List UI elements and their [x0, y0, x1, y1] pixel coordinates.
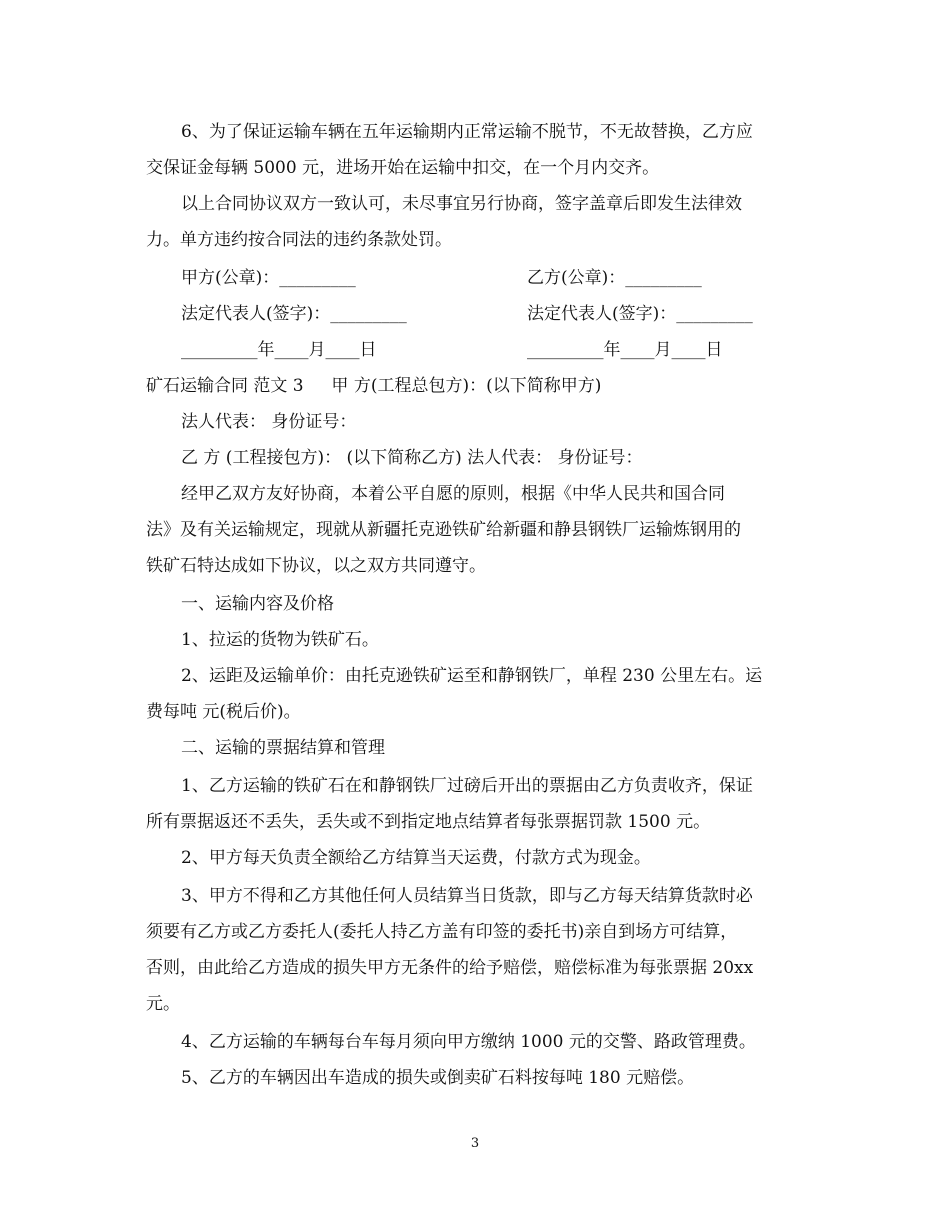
party-b-legal-rep: 法定代表人(签字)：_________ [527, 304, 753, 324]
closing-statement-line-1: 以上合同协议双方一致认可，未尽事宜另行协商，签字盖章后即发生法律效 [181, 194, 742, 214]
preamble-line-1: 经甲乙双方友好协商，本着公平自愿的原则，根据《中华人民共和国合同 [181, 484, 725, 504]
clause-6-line-1: 6、为了保证运输车辆在五年运输期内正常运输不脱节，不无故替换，乙方应 [181, 122, 753, 142]
legal-rep-line: 法人代表： 身份证号： [181, 412, 357, 432]
page-number: 3 [470, 1136, 480, 1151]
section-1-item-1: 1、拉运的货物为铁矿石。 [181, 630, 379, 650]
section-2-item-3-line-3: 否则，由此给乙方造成的损失甲方无条件的给予赔偿，赔偿标准为每张票据 20xx [146, 958, 754, 978]
party-b-date: _________年____月____日 [527, 340, 723, 360]
section-2-item-4: 4、乙方运输的车辆每台车每月须向甲方缴纳 1000 元的交警、路政管理费。 [181, 1032, 756, 1052]
section-2-item-3-line-2: 须要有乙方或乙方委托人(委托人持乙方盖有印签的委托书)亲自到场方可结算， [146, 922, 738, 942]
contract-3-heading: 矿石运输合同 范文 3 甲 方(工程总包方)：(以下简称甲方) [146, 376, 602, 396]
closing-statement-line-2: 力。单方违约按合同法的违约条款处罚。 [146, 230, 452, 250]
party-a-seal: 甲方(公章)：_________ [181, 268, 356, 288]
section-2-item-1-line-2: 所有票据返还不丢失，丢失或不到指定地点结算者每张票据罚款 1500 元。 [146, 812, 711, 832]
preamble-line-3: 铁矿石特达成如下协议，以之双方共同遵守。 [146, 556, 486, 576]
section-2-title: 二、运输的票据结算和管理 [181, 738, 385, 758]
section-2-item-2: 2、甲方每天负责全额给乙方结算当天运费，付款方式为现金。 [181, 848, 651, 868]
section-2-item-1-line-1: 1、乙方运输的铁矿石在和静钢铁厂过磅后开出的票据由乙方负责收齐，保证 [181, 776, 753, 796]
section-2-item-3-line-1: 3、甲方不得和乙方其他任何人员结算当日货款，即与乙方每天结算货款时必 [181, 886, 753, 906]
party-a-legal-rep: 法定代表人(签字)：_________ [181, 304, 407, 324]
party-a-date: _________年____月____日 [181, 340, 377, 360]
preamble-line-2: 法》及有关运输规定，现就从新疆托克逊铁矿给新疆和静县钢铁厂运输炼钢用的 [146, 520, 741, 540]
section-2-item-5: 5、乙方的车辆因出车造成的损失或倒卖矿石料按每吨 180 元赔偿。 [181, 1068, 695, 1088]
section-2-item-3-line-4: 元。 [146, 994, 180, 1014]
party-b-line: 乙 方 (工程接包方)： (以下简称乙方) 法人代表： 身份证号： [181, 448, 643, 468]
section-1-item-2-line-2: 费每吨 元(税后价)。 [146, 702, 301, 722]
section-1-item-2-line-1: 2、运距及运输单价：由托克逊铁矿运至和静钢铁厂，单程 230 公里左右。运 [181, 666, 763, 686]
clause-6-line-2: 交保证金每辆 5000 元，进场开始在运输中扣交，在一个月内交齐。 [146, 158, 660, 178]
section-1-title: 一、运输内容及价格 [181, 594, 334, 614]
party-b-seal: 乙方(公章)：_________ [527, 268, 702, 288]
